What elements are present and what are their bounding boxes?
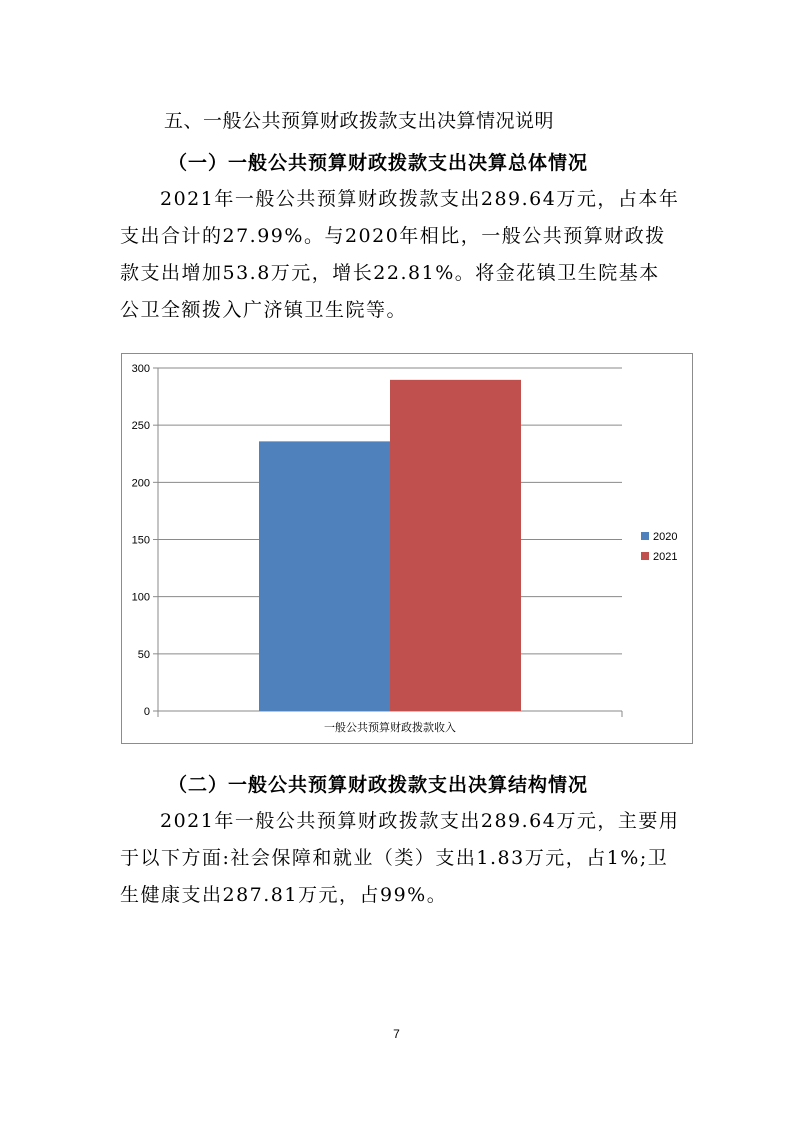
overview-paragraph: 2021年一般公共预算财政拨款支出289.64万元，占本年支出合计的27.99%。与2020年相比，一般公共预算财政拨款支出增加53.8万元，增长22.81%。将金花镇卫生院基本公卫全额拨入广济镇卫生院等。	[120, 188, 680, 321]
bar-2020	[259, 441, 390, 711]
bar-chart	[121, 353, 693, 744]
page-number: 7	[393, 1027, 400, 1041]
legend-swatch-2020	[641, 532, 649, 540]
y-tick-label: 0	[143, 706, 150, 718]
subsection-title-structure: （二）一般公共预算财政拨款支出决算结构情况	[168, 774, 589, 796]
y-tick-label: 200	[131, 477, 150, 490]
subsection-title-overview: （一）一般公共预算财政拨款支出决算总体情况	[168, 152, 589, 174]
bar-chart-canvas	[122, 354, 694, 745]
legend-label-2021: 2021	[653, 551, 678, 563]
structure-paragraph: 2021年一般公共预算财政拨款支出289.64万元，主要用于以下方面:社会保障和就业（类）支出1.83万元，占1%;卫生健康支出287.81万元，占99%。	[120, 810, 680, 906]
section-title: 五、一般公共预算财政拨款支出决算情况说明	[164, 110, 555, 132]
y-tick-label: 300	[131, 363, 150, 375]
y-tick-label: 100	[131, 591, 150, 604]
y-tick-label: 150	[131, 534, 150, 547]
legend-label-2020: 2020	[653, 531, 678, 543]
y-tick-label: 250	[131, 420, 150, 433]
bar-2021	[390, 380, 521, 711]
legend-swatch-2021	[641, 552, 649, 560]
y-tick-label: 50	[137, 648, 150, 661]
x-category-label: 一般公共预算财政拨款收入	[324, 721, 456, 734]
